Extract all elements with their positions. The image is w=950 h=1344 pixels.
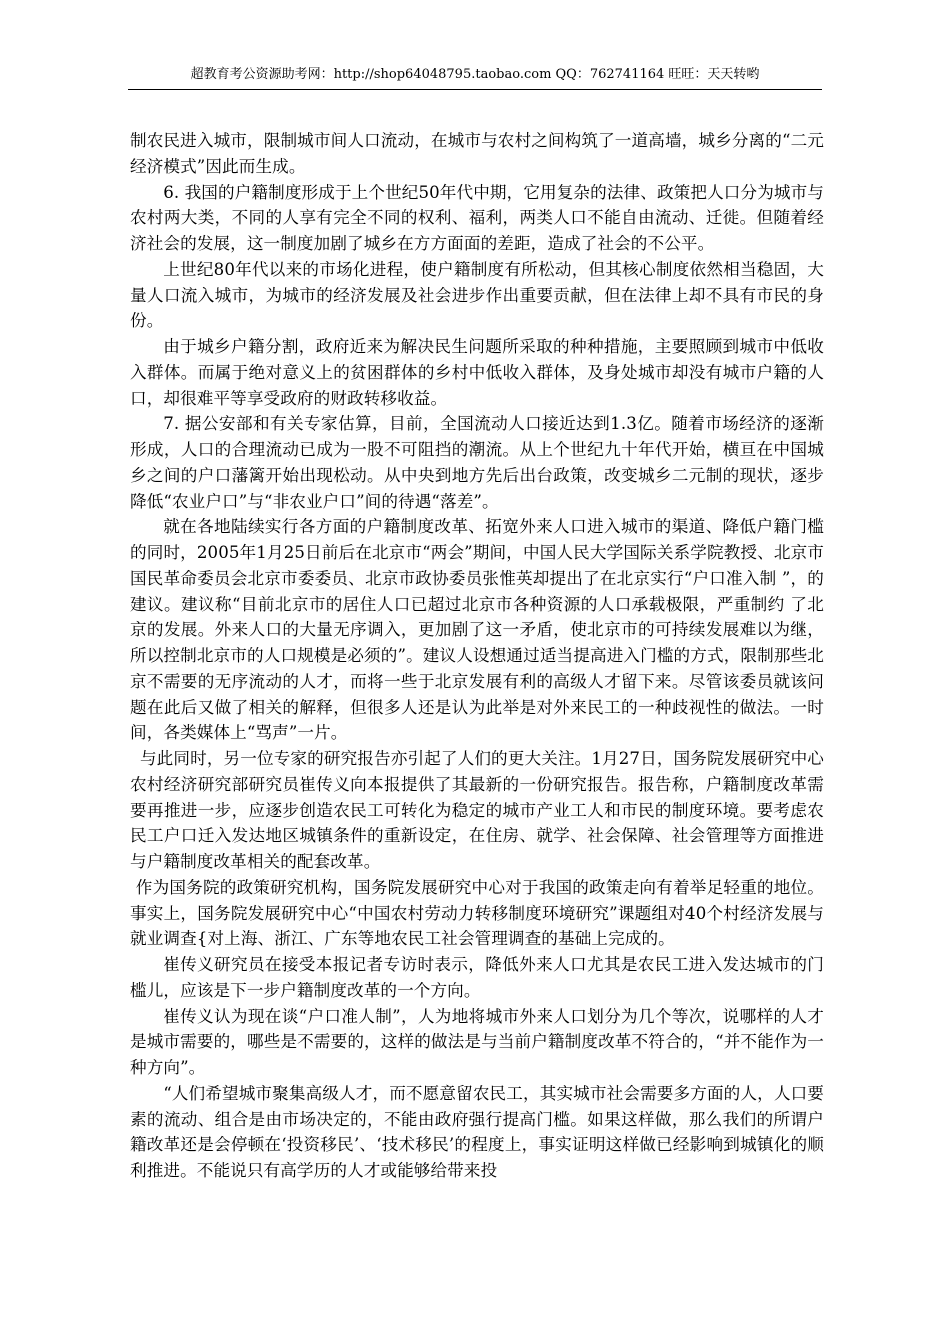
paragraph: 就在各地陆续实行各方面的户籍制度改革、拓宽外来人口进入城市的渠道、降低户籍门槛的同时，2005年1月25日前后在北京市“两会”期间，中国人民大学国际关系学院教授、北京市国民革命委员会北京市委委员、北京市政协委员张惟英却提出了在北京实行“户口准入制 ”，的建议。建议称“目前北京市的居住人口已超过北京市各种资源的人口承载极限，严重制约 了北京的发展。外来人口的大量无序调入，更加剧了这一矛盾，使北京市的可持续发展难以为继，所以控制北京市的人口规模是必须的”。建议人设想通过适当提高进入门槛的方式，限制那些北京不需要的无序流动的人才，而将一些于北京发展有利的高级人才留下来。尽管该委员就该问题在此后又做了相关的解释，但很多人还是认为此举是对外来民工的一种歧视性的做法。一时间，各类媒体上“骂声”一片。 (130, 517, 824, 743)
page-header: 超教育考公资源助考网：http://shop64048795.taobao.com QQ：762741164 旺旺：天天转哟 (190, 67, 760, 82)
document-body (130, 128, 824, 1184)
paragraph: 由于城乡户籍分割，政府近来为解决民生问题所采取的种种措施，主要照顾到城市中低收入群体。而属于绝对意义上的贫困群体的乡村中低收入群体，及身处城市却没有城市户籍的人口，却很难平等享受政府的财政转移收益。 (130, 337, 824, 408)
paragraph: 作为国务院的政策研究机构，国务院发展研究中心对于我国的政策走向有着举足轻重的地位。事实上，国务院发展研究中心“中国农村劳动力转移制度环境研究”课题组对40个村经济发展与就业调查{对上海、浙江、广东等地农民工社会管理调查的基础上完成的。 (130, 877, 824, 949)
paragraph: 6. 我国的户籍制度形成于上个世纪50年代中期，它用复杂的法律、政策把人口分为城市与农村两大类，不同的人享有完全不同的权利、福利，两类人口不能自由流动、迁徙。但随着经济社会的发展，这一制度加剧了城乡在方方面面的差距，造成了社会的不公平。 (130, 182, 824, 253)
paragraph: 制农民进入城市，限制城市间人口流动，在城市与农村之间构筑了一道高墙，城乡分离的“二元经济模式”因此而生成。 (130, 131, 824, 176)
header-divider (128, 89, 822, 90)
paragraph: 崔传义研究员在接受本报记者专访时表示，降低外来人口尤其是农民工进入发达城市的门槛儿，应该是下一步户籍制度改革的一个方向。 (130, 955, 824, 1000)
paragraph: 7. 据公安部和有关专家估算，目前，全国流动人口接近达到1.3亿。随着市场经济的逐渐形成，人口的合理流动已成为一股不可阻挡的潮流。从上个世纪九十年代开始，横亘在中国城乡之间的户口藩篱开始出现松动。从中央到地方先后出台政策，改变城乡二元制的现状，逐步降低“农业户口”与“非农业户口”间的待遇“落差”。 (130, 414, 824, 511)
paragraph: 崔传义认为现在谈“户口准人制”，人为地将城市外来人口划分为几个等次，说哪样的人才是城市需要的，哪些是不需要的，这样的做法是与当前户籍制度改革不符合的，“并不能作为一种方向”。 (130, 1006, 824, 1077)
paragraph: 与此同时，另一位专家的研究报告亦引起了人们的更大关注。1月27日，国务院发展研究中心农村经济研究部研究员崔传义向本报提供了其最新的一份研究报告。报告称，户籍制度改革需要再推进一步，应逐步创造农民工可转化为稳定的城市产业工人和市民的制度环境。要考虑农民工户口迁入发达地区城镇条件的重新设定，在住房、就学、社会保障、社会管理等方面推进与户籍制度改革相关的配套改革。 (130, 749, 824, 871)
paragraph: 上世纪80年代以来的市场化进程，使户籍制度有所松动，但其核心制度依然相当稳固，大量人口流入城市，为城市的经济发展及社会进步作出重要贡献，但在法律上却不具有市民的身份。 (130, 259, 824, 331)
paragraph: “人们希望城市聚集高级人才，而不愿意留农民工，其实城市社会需要多方面的人，人口要素的流动、组合是由市场决定的，不能由政府强行提高门槛。如果这样做，那么我们的所谓户籍改革还是会停顿在‘投资移民’、‘技术移民’的程度上，事实证明这样做已经影响到城镇化的顺利推进。不能说只有高学历的人才或能够给带来投 (130, 1083, 824, 1180)
